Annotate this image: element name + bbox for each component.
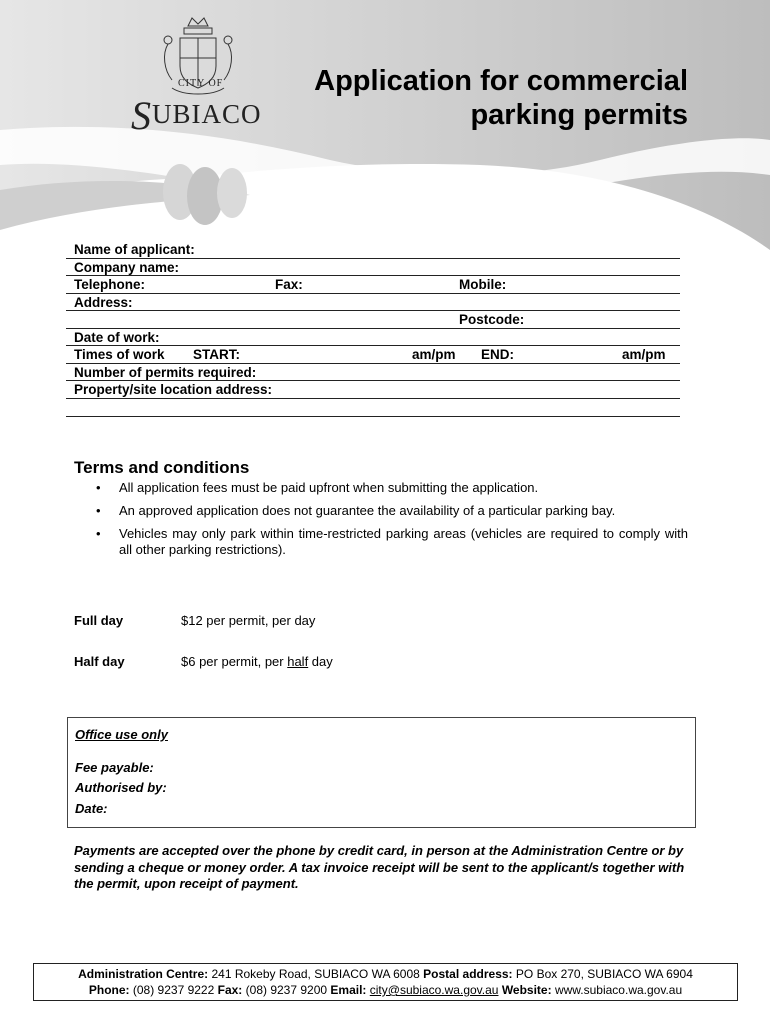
logo-wordmark	[131, 92, 262, 139]
property-field[interactable]	[66, 381, 680, 399]
name-field[interactable]	[66, 241, 680, 259]
half-day-value-post: day	[308, 654, 333, 669]
full-day-fee	[74, 613, 315, 628]
footer-contact	[33, 963, 738, 1001]
admin-label: Administration Centre:	[78, 967, 209, 981]
times-of-work-label: Times of work	[74, 347, 165, 362]
logo-rest: UBIACO	[152, 99, 262, 129]
logo-city-of: CITY OF	[178, 78, 224, 89]
contact-row	[66, 276, 680, 294]
email-link[interactable]: city@subiaco.wa.gov.au	[369, 983, 499, 997]
office-use-box	[67, 717, 696, 828]
date-of-work-label: Date of work:	[74, 329, 160, 345]
times-of-work-row	[66, 346, 680, 364]
permits-field[interactable]	[66, 364, 680, 382]
list-item: • All application fees must be paid upfront when submitting the application.	[96, 480, 688, 496]
logo-initial: S	[131, 93, 152, 138]
fax-label: Fax:	[275, 277, 303, 292]
half-day-label: Half day	[74, 654, 125, 669]
full-day-label: Full day	[74, 613, 124, 628]
email-label: Email:	[330, 983, 367, 997]
title-line-1: Application for commercial	[314, 65, 688, 97]
phone-value: (08) 9237 9222	[132, 983, 215, 997]
permits-label: Number of permits required:	[74, 364, 257, 380]
authorised-by-label: Authorised by:	[75, 780, 167, 795]
footer-line-1	[34, 966, 737, 982]
start-ampm-label: am/pm	[412, 347, 456, 362]
telephone-label: Telephone:	[74, 277, 146, 292]
full-day-value: $12 per permit, per day	[181, 613, 316, 628]
address-field[interactable]	[66, 294, 680, 312]
company-field[interactable]	[66, 259, 680, 277]
postal-label: Postal address:	[423, 967, 513, 981]
footer-line-2	[34, 982, 737, 998]
fee-payable-label: Fee payable:	[75, 760, 154, 775]
application-form	[66, 241, 680, 417]
website-value: www.subiaco.wa.gov.au	[554, 983, 683, 997]
postcode-row[interactable]	[66, 311, 680, 329]
mobile-label: Mobile:	[459, 277, 507, 292]
name-label: Name of applicant:	[74, 242, 195, 257]
end-label: END:	[481, 347, 514, 362]
list-item: • An approved application does not guarantee the availability of a particular parking bay.	[96, 503, 688, 519]
property-field-line-2[interactable]	[66, 399, 680, 417]
terms-heading: Terms and conditions	[74, 458, 250, 477]
phone-label: Phone:	[88, 983, 130, 997]
office-use-heading: Office use only	[75, 727, 168, 742]
date-of-work-field[interactable]	[66, 329, 680, 347]
list-item: • Vehicles may only park within time-restricted parking areas (vehicles are required to comply with all other parking restrictions).	[96, 526, 688, 558]
title-line-2: parking permits	[470, 99, 688, 131]
property-label: Property/site location address:	[74, 382, 273, 397]
page-title	[248, 64, 688, 132]
payments-note: Payments are accepted over the phone by credit card, in person at the Administration Centre or by sending a cheque or money order. A tax invoice receipt will be sent to the applicant/s together with the permit, upon receipt of payment.	[74, 843, 685, 891]
website-label: Website:	[501, 983, 552, 997]
half-day-fee	[74, 654, 333, 669]
postal-value: PO Box 270, SUBIACO WA 6904	[515, 967, 693, 981]
half-day-value-pre: $6 per permit, per	[181, 654, 288, 669]
address-label: Address:	[74, 294, 133, 310]
terms-list	[96, 480, 688, 565]
postcode-label: Postcode:	[459, 312, 525, 327]
half-day-value-underlined: half	[287, 654, 309, 669]
start-label: START:	[193, 347, 240, 362]
company-label: Company name:	[74, 259, 180, 275]
end-ampm-label: am/pm	[622, 347, 666, 362]
office-date-label: Date:	[75, 801, 108, 816]
admin-value: 241 Rokeby Road, SUBIACO WA 6008	[211, 967, 420, 981]
fax-label: Fax:	[217, 983, 243, 997]
fax-value: (08) 9237 9200	[245, 983, 328, 997]
